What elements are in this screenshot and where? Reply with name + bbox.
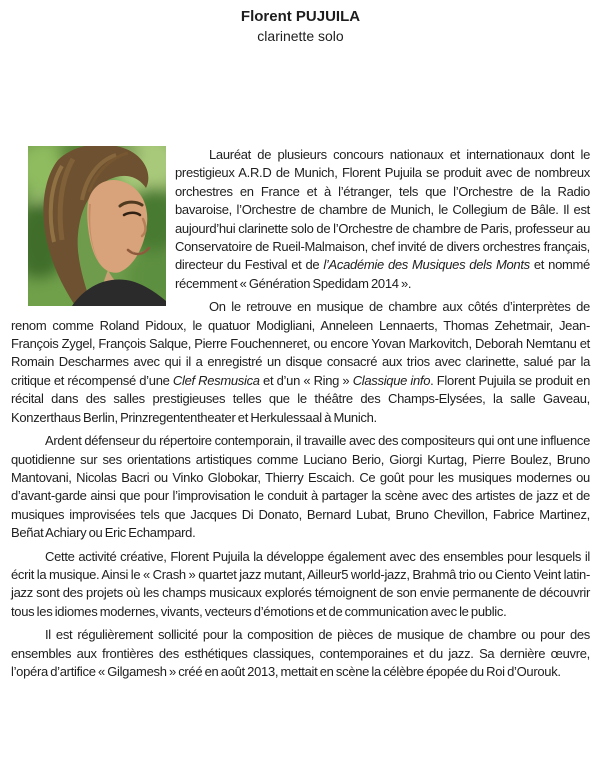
italic-text-run: l’Académie des Musiques dels Monts bbox=[323, 257, 530, 273]
paragraph-5 bbox=[11, 626, 590, 681]
text-run: Ardent défenseur du répertoire contemporain, il travaille avec des compositeurs qui ont une influence quotidienne sur ses orientations artistiques comme Luciano Berio, Giorgi Kurtag, Pierre Boulez, Bruno Mantovani, Nicolas Bacri ou Vinko Globokar, Thierry Escaich. Ce goût pour les musiques modernes ou d’avant-garde ainsi que pour l’improvisation le conduit à partager la scène avec des artistes de jazz et de musiques improvisées tels que Jacques Di Donato, Bernard Lubat, Bruno Chevillon, Fabrice Martinez, Beñat Achiary ou Eric Echampard. bbox=[11, 433, 590, 541]
page-title: Florent PUJUILA bbox=[240, 8, 361, 25]
paragraph-4 bbox=[11, 548, 590, 622]
text-run: . Florent Pujuila se produit en récital dans des salles prestigieuses telles que le théâtre des Champs-Elysées, la salle Gaveau, Konzerthaus Berlin, Prinzregententheater et Herkulessaal à Munich. bbox=[11, 372, 591, 425]
biography-text bbox=[11, 146, 590, 681]
text-run: On le retrouve en musique de chambre aux côtés d’interprètes de renom comme Roland Pidoux, le quatuor Modigliani, Anneleen Lennaerts, Thomas Zehetmair, Jean-François Zygel, François Salque, Pierre Fouchenneret, ou encore Yovan Markovitch, Deborah Nemtanu et Romain Descharmes avec qui il a enregistré un disque consacré aux trios avec clarinette, salué par la critique et récompensé d’une bbox=[11, 299, 590, 388]
italic-text-run: Classique info bbox=[352, 372, 431, 388]
blank-space bbox=[11, 46, 590, 146]
text-run: et nommé récemment « Génération Spedidam 2014 ». bbox=[175, 257, 590, 291]
paragraph-3 bbox=[11, 432, 590, 542]
page-subtitle: clarinette solo bbox=[257, 28, 344, 44]
text-run: Lauréat de plusieurs concours nationaux et internationaux dont le prestigieux A.R.D de Munich, Florent Pujuila se produit avec de nombreux orchestres en France et à l’étranger, tels que l’Orchestre de la Radio bavaroise, l’Orchestre de chambre de Munich, le Collegium de Bâle. Il est aujourd’hui clarinette solo de l’Orchestre de chambre de Paris, professeur au Conservatoire de Rueil-Malmaison, chef invité de divers orchestres français, directeur du Festival et de bbox=[175, 147, 590, 273]
text-run: et d’un « Ring » bbox=[259, 372, 353, 388]
portrait-photo-art bbox=[28, 146, 166, 306]
italic-text-run: Clef Resmusica bbox=[172, 372, 260, 388]
paragraph-2 bbox=[11, 298, 590, 427]
text-run: Il est régulièrement sollicité pour la composition de pièces de musique de chambre ou pour des ensembles aux frontières des esthétiques classiques, contemporaines et du jazz. Sa dernière œuvre, l’opéra d’artifice « Gilgamesh » créé en août 2013, mettait en scène la célèbre épopée du Roi d’Ourouk. bbox=[11, 627, 590, 679]
text-run: Cette activité créative, Florent Pujuila la développe également avec des ensembles pour lesquels il écrit la musique. Ainsi le « Crash » quartet jazz mutant, Ailleur5 world-jazz, Brahmâ trio ou Ciento Veint latin-jazz sont des projets où les champs musicaux explorés témoignent de son envie permanente de découvrir tous les idiomes modernes, vivants, vecteurs d’émotions et de communication avec le public. bbox=[11, 548, 590, 619]
portrait-photo bbox=[28, 146, 166, 306]
